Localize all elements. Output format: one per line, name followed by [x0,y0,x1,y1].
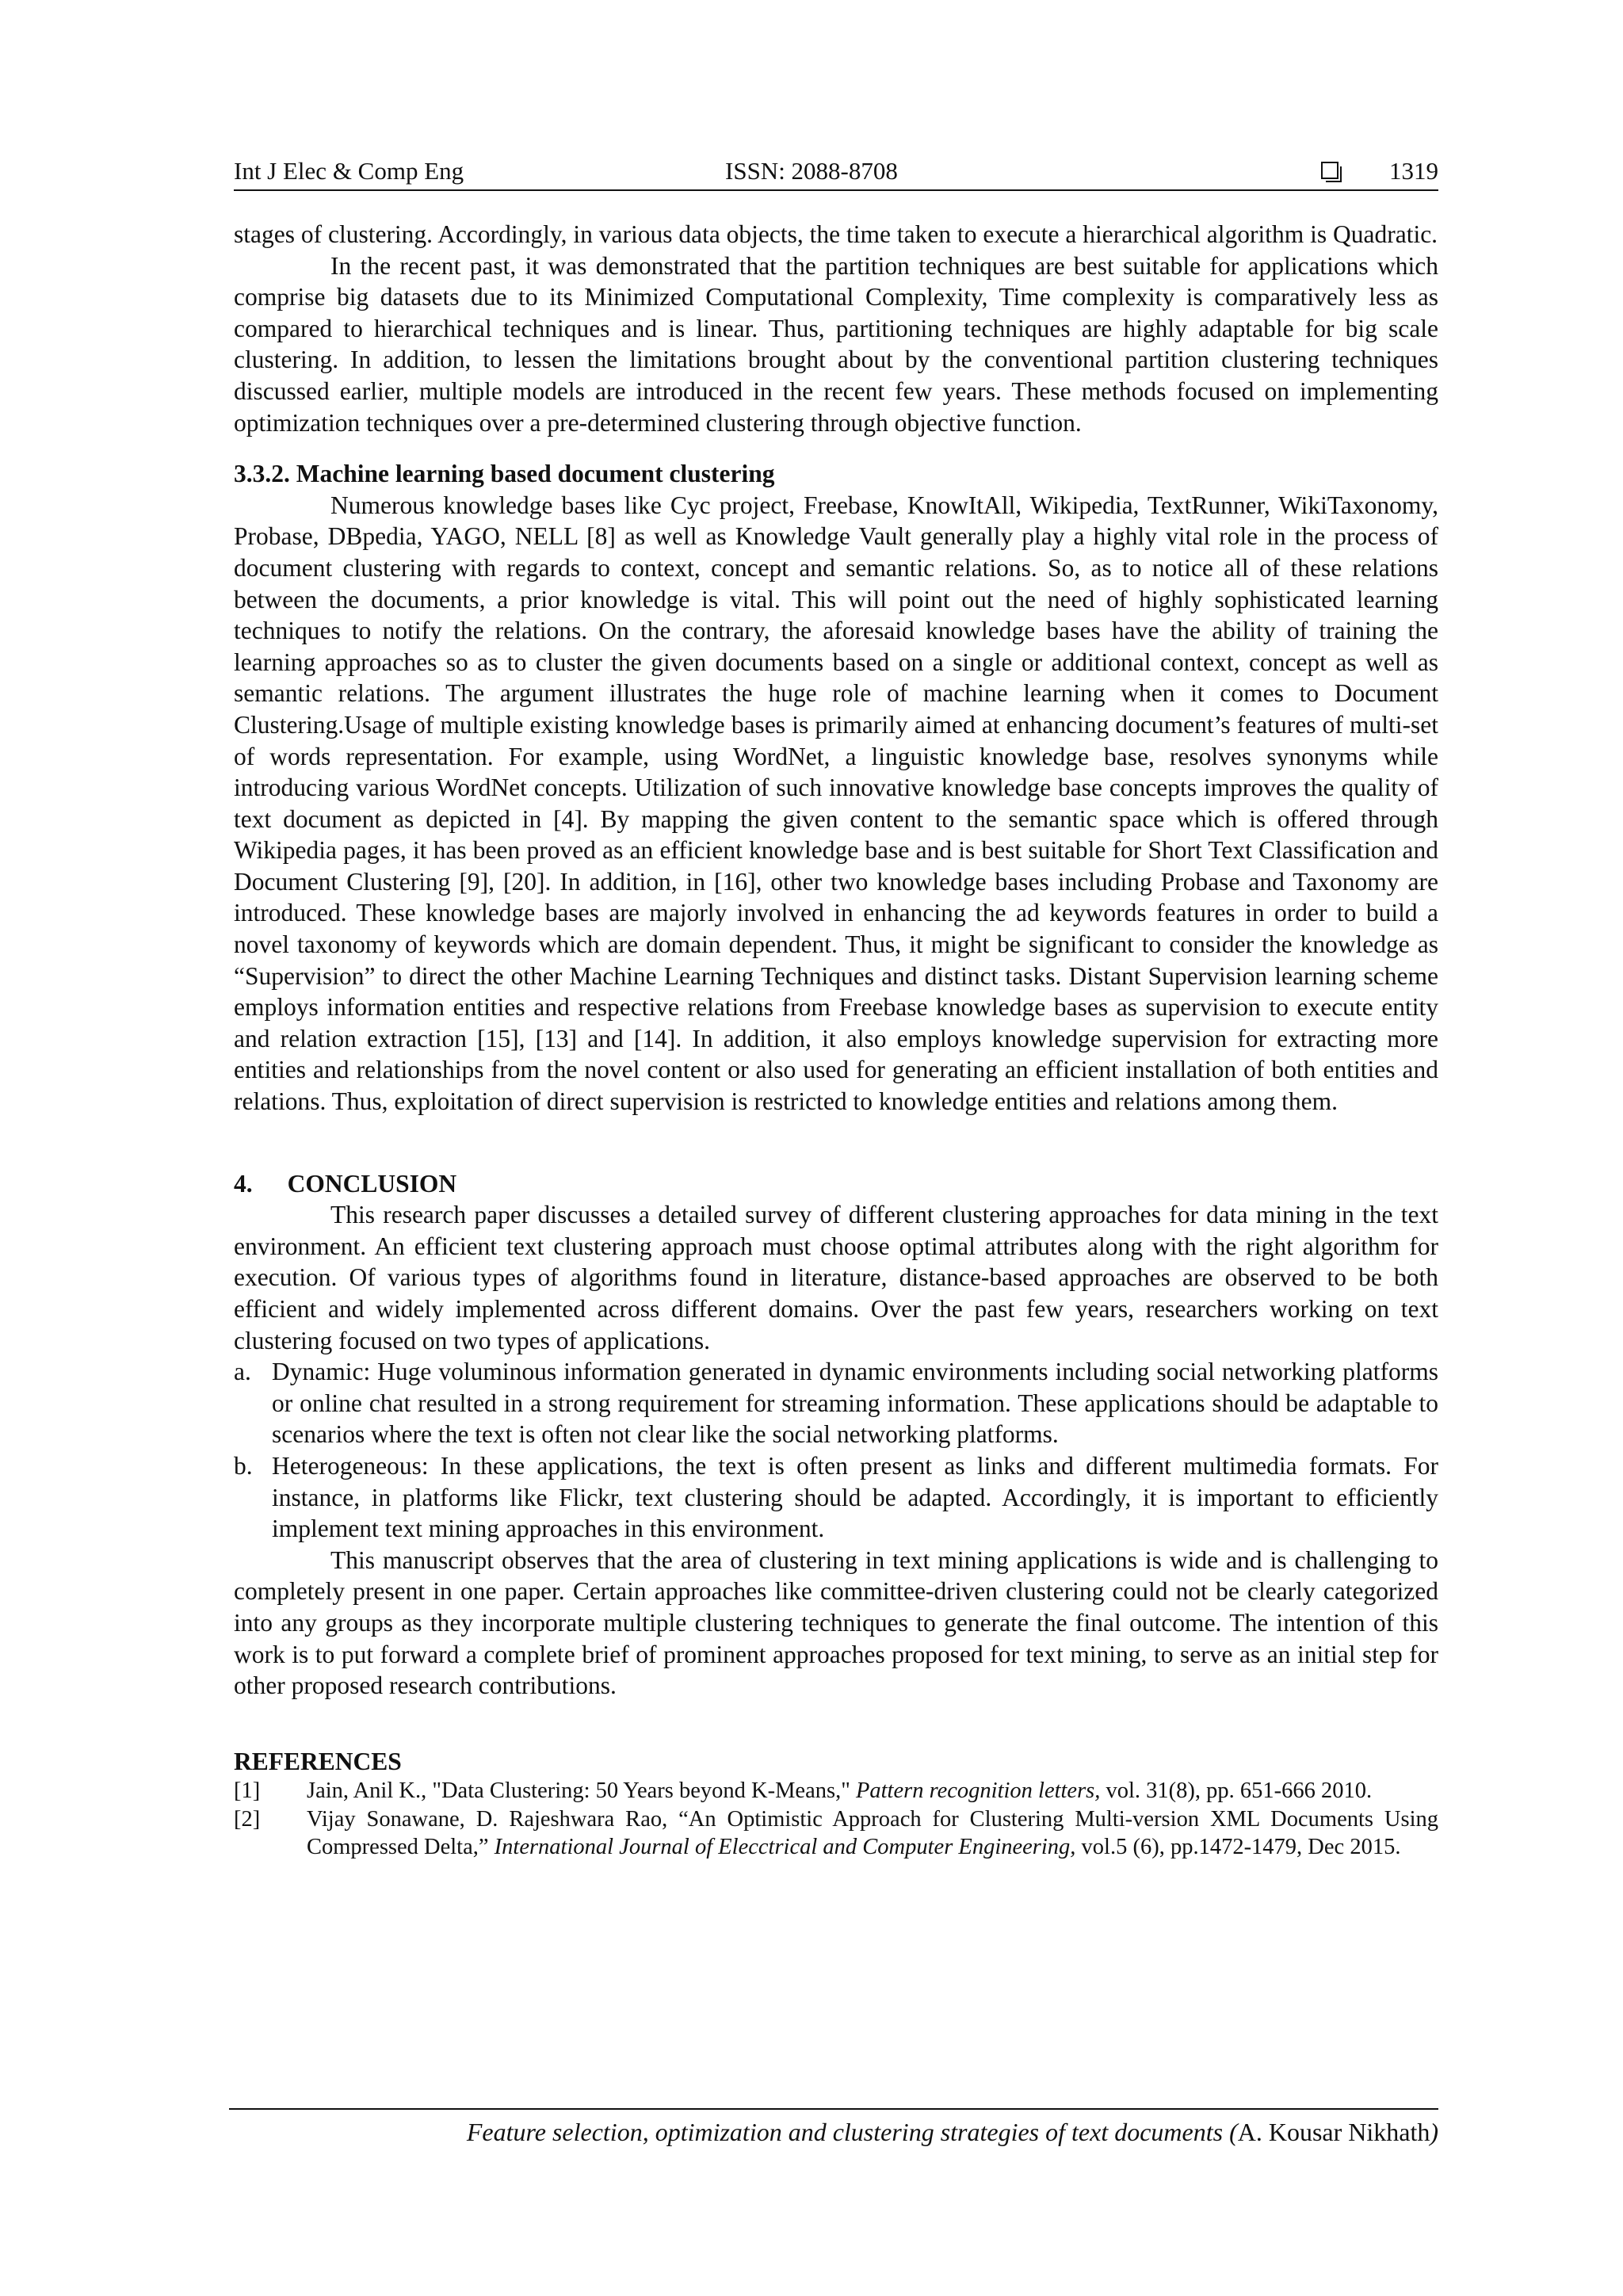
list-item [234,1356,1438,1450]
section-3-3-2-heading: 3.3.2. Machine learning based document clustering [234,460,775,488]
reference-details: vol. 31(8), pp. 651-666 2010. [1100,1778,1373,1804]
list-marker: b. [234,1451,253,1480]
spacer [234,1702,1438,1746]
body-text [234,219,1438,1862]
reference-marker: [2] [234,1806,261,1832]
page-number: 1319 [1389,157,1438,185]
paragraph-2: In the recent past, it was demonstrated that the partition techniques are best suitable for applications which comprise big datasets due to its Minimized Computational Complexity, Time complexity is comparatively less as compared to hierarchical techniques and is linear. Thus, partitioning techniques are highly adaptable for big scale clustering. In addition, to lessen the limitations brought about by the conventional partition clustering techniques discussed earlier, multiple models are introduced in the recent few years. These methods focused on implementing optimization techniques over a pre-determined clustering through objective function. [234,251,1438,437]
reference-authors-title: Jain, Anil K., "Data Clustering: 50 Years beyond K-Means," [307,1778,856,1804]
footer-close-paren: ) [1430,2118,1438,2146]
list-item [234,1450,1438,1545]
section-4-heading [234,1168,1438,1200]
journal-name: Int J Elec & Comp Eng [234,157,464,185]
section-4-title: CONCLUSION [287,1169,457,1198]
references-heading: REFERENCES [234,1747,402,1775]
reference-item [234,1777,1438,1805]
paragraph-3: Numerous knowledge bases like Cyc project, Freebase, KnowItAll, Wikipedia, TextRunner, WikiTaxonomy, Probase, DBpedia, YAGO, NELL [8] as well as Knowledge Vault generally play a highly vital role in the process of document clustering with regards to context, concept and semantic relations. So, as to notice all of these relations between the documents, a prior knowledge is vital. This will point out the need of highly sophisticated learning techniques to notify the relations. On the contrary, the aforesaid knowledge bases have the ability of training the learning approaches so as to cluster the given documents based on a single or additional context, concept as well as semantic relations. The argument illustrates the huge role of machine learning when it comes to Document Clustering.Usage of multiple existing knowledge bases is primarily aimed at enhancing document’s features of multi-set of words representation. For example, using WordNet, a linguistic knowledge base, resolves synonyms while introducing various WordNet concepts. Utilization of such innovative knowledge base concepts improves the quality of text document as depicted in [4]. By mapping the given content to the semantic space which is offered through Wikipedia pages, it has been proved as an efficient knowledge base and is best suitable for Short Text Classification and Document Clustering [9], [20]. In addition, in [16], other two knowledge bases including Probase and Taxonomy are introduced. These knowledge bases are majorly involved in enhancing the ad keywords features in order to build a novel taxonomy of keywords which are domain dependent. Thus, it might be significant to consider the knowledge as “Supervision” to direct the other Machine Learning Techniques and distinct tasks. Distant Supervision learning scheme employs information entities and respective relations from Freebase knowledge bases as supervision to execute entity and relation extraction [15], [13] and [14]. In addition, it also employs knowledge supervision for extracting more entities and relationships from the novel content or also used for generating an efficient installation of both entities and relations. Thus, exploitation of direct supervision is restricted to knowledge entities and relations among them. [234,491,1438,1116]
section-4-number: 4. [234,1169,253,1198]
spacer [234,1117,1438,1168]
reference-details: vol.5 (6), pp.1472-1479, Dec 2015. [1075,1835,1401,1860]
reference-list [234,1777,1438,1862]
footer-paper-title: Feature selection, optimization and clustering strategies of text documents ( [466,2118,1238,2146]
reference-venue: Pattern recognition letters, [855,1778,1101,1804]
list-item-text: Heterogeneous: In these applications, the text is often present as links and different multimedia formats. For instance, in platforms like Flickr, text clustering should be adapted. Accordingly, it is important to efficiently implement text mining approaches in this environment. [272,1451,1438,1543]
square-bullet-icon [1321,162,1338,179]
footer-rule [229,2108,1438,2110]
spacer [234,438,1438,458]
header-rule [234,189,1438,191]
reference-item [234,1805,1438,1862]
paragraph-5: This manuscript observes that the area of clustering in text mining applications is wide and is challenging to completely present in one paper. Certain approaches like committee-driven clustering could not be clearly categorized into any groups as they incorporate multiple clustering techniques to generate the final outcome. The intention of this work is to put forward a complete brief of prominent approaches proposed for text mining, to serve as an initial step for other proposed research contributions. [234,1545,1438,1700]
list-marker: a. [234,1358,251,1386]
reference-authors-title: Vijay Sonawane, D. Rajeshwara Rao, “An Optimistic Approach for Clustering Multi-version XML Documents Using Compressed Delta,” [307,1806,1438,1860]
running-footer [234,2115,1438,2149]
paragraph-4: This research paper discusses a detailed survey of different clustering approaches for data mining in the text environment. An efficient text clustering approach must choose optimal attributes along with the right algorithm for execution. Of various types of algorithms found in literature, distance-based approaches are observed to be both efficient and widely implemented across different domains. Over the past few years, researchers working on text clustering focused on two types of applications. [234,1201,1438,1354]
reference-venue: International Journal of Elecctrical and Computer Engineering, [494,1835,1076,1860]
reference-marker: [1] [234,1778,261,1804]
running-header [234,155,1438,190]
footer-author: A. Kousar Nikhath [1237,2118,1430,2146]
list-item-text: Dynamic: Huge voluminous information generated in dynamic environments including social networking platforms or online chat resulted in a strong requirement for streaming information. These applications should be adaptable to scenarios where the text is often not clear like the social networking platforms. [272,1358,1438,1449]
issn: ISSN: 2088-8708 [725,157,898,185]
paragraph-1: stages of clustering. Accordingly, in various data objects, the time taken to execute a hierarchical algorithm is Quadratic. [234,220,1438,248]
